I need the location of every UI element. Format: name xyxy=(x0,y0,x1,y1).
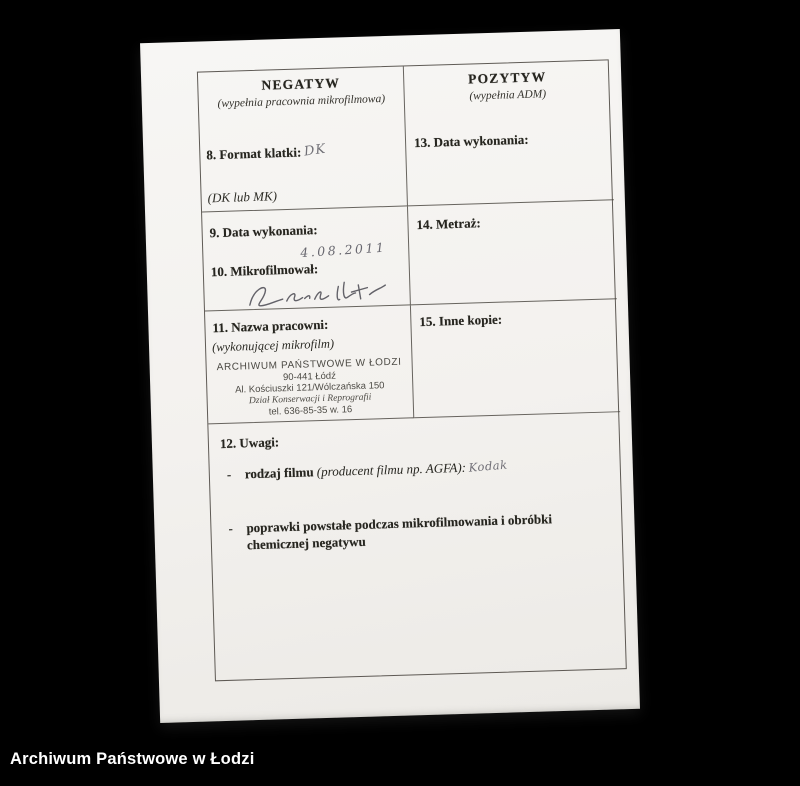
uwagi-bullet-1: - xyxy=(226,466,232,482)
uwagi-item2-text: poprawki powstałe podczas mikrofilmowania i obróbki chemicznej negatywu xyxy=(246,511,553,553)
stamp-line-institution: ARCHIWUM PAŃSTWOWE W ŁODZI xyxy=(216,356,402,374)
field-13-label: 13. Data wykonania: xyxy=(413,131,529,151)
cell-inne-kopie xyxy=(411,299,620,418)
field-9-label: 9. Data wykonania: xyxy=(209,222,318,241)
stamp-line-department: Dział Konserwacji i Reprografii xyxy=(248,392,372,406)
field-9-handwritten-date xyxy=(300,241,403,260)
cell-metraz xyxy=(408,200,617,305)
uwagi-item1-handwritten-value: Kodak xyxy=(468,457,509,475)
field-13-row xyxy=(414,129,607,151)
pozytyw-column-header xyxy=(409,64,606,104)
archive-caption: Archiwum Państwowe w Łodzi xyxy=(10,750,255,768)
negatyw-subheader-label: (wypełnia pracownia mikrofilmowa) xyxy=(217,93,386,110)
scanned-form-card xyxy=(140,29,640,723)
negatyw-header-label: NEGATYW xyxy=(261,75,341,93)
cell-nazwa-pracowni xyxy=(205,305,414,424)
field-8-handwritten-value: DK xyxy=(303,141,328,160)
uwagi-item-poprawki xyxy=(228,509,581,553)
cell-data-mikrofilmowal xyxy=(202,206,411,311)
field-11-label: 11. Nazwa pracowni: xyxy=(212,316,329,336)
stamp-line-phone: tel. 636-85-35 w. 16 xyxy=(268,404,353,418)
field-11-sublabel: (wykonującej mikrofilm) xyxy=(211,336,335,355)
uwagi-bullet-2: - xyxy=(228,520,234,536)
field-8-label: 8. Format klatki: xyxy=(206,144,302,163)
field-15-row xyxy=(419,308,612,330)
pozytyw-subheader-label: (wypełnia ADM) xyxy=(469,88,547,103)
uwagi-item1-italic: (producent filmu np. AGFA): xyxy=(316,459,467,480)
field-14-label: 14. Metraż: xyxy=(416,215,481,233)
cell-uwagi xyxy=(208,412,627,680)
field-11-row xyxy=(212,315,405,337)
field-15-label: 15. Inne kopie: xyxy=(419,311,503,330)
field-9-row xyxy=(209,220,402,242)
field-12-row xyxy=(220,424,616,452)
cell-pozytyw xyxy=(404,60,614,206)
field-8-note: (DK lub MK) xyxy=(207,188,278,206)
uwagi-item-rodzaj-filmu xyxy=(227,456,599,483)
field-10-label: 10. Mikrofilmował: xyxy=(210,261,319,280)
stamp-line-address: Al. Kościuszki 121/Wólczańska 150 xyxy=(234,380,385,396)
field-8-row xyxy=(206,142,400,164)
cell-negatyw xyxy=(198,66,408,212)
form-table xyxy=(197,59,627,681)
archive-stamp xyxy=(212,357,409,420)
stamp-line-postcode: 90-441 Łódź xyxy=(282,370,337,383)
field-12-label: 12. Uwagi: xyxy=(219,434,280,452)
field-14-row xyxy=(416,211,609,233)
handwritten-date: 4.08.2011 xyxy=(299,239,387,261)
pozytyw-header-label: POZYTYW xyxy=(467,69,547,87)
negatyw-column-header xyxy=(203,71,399,111)
uwagi-item1-bold: rodzaj filmu xyxy=(244,464,314,482)
